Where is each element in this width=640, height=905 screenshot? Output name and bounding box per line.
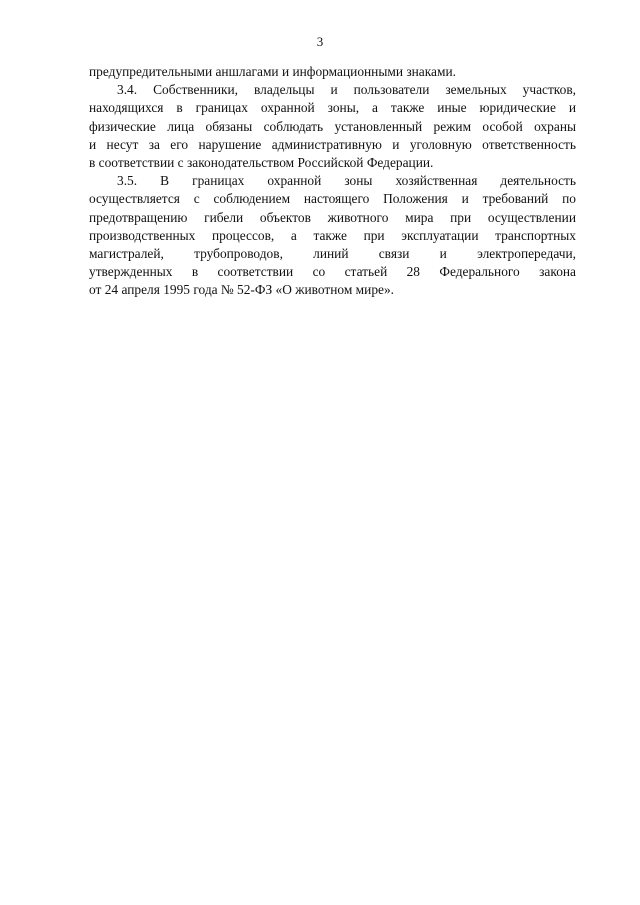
text-line: производственных процессов, а также при эксплуатации транспортных <box>89 227 576 243</box>
text-line: от 24 апреля 1995 года № 52-ФЗ «О животном мире». <box>89 282 395 298</box>
paragraph-3-5 <box>89 172 576 299</box>
text-line: физические лица обязаны соблюдать установленный режим особой охраны <box>89 118 576 134</box>
text-line: находящихся в границах охранной зоны, а также иные юридические и <box>89 100 576 116</box>
text-line: 3.5. В границах охранной зоны хозяйственная деятельность <box>117 173 576 189</box>
text-line: предупредительными аншлагами и информационными знаками. <box>89 64 456 79</box>
text-line: магистралей, трубопроводов, линий связи и электропередачи, <box>89 246 576 262</box>
page-number: 3 <box>316 34 324 49</box>
document-body <box>89 63 576 300</box>
text-line: 3.4. Собственники, владельцы и пользователи земельных участков, <box>117 82 576 98</box>
text-line: предотвращению гибели объектов животного мира при осуществлении <box>89 209 576 225</box>
paragraph-continuation <box>89 63 576 81</box>
text-line: осуществляется с соблюдением настоящего Положения и требований по <box>89 191 576 207</box>
text-line: утвержденных в соответствии со статьей 28 Федерального закона <box>89 264 576 280</box>
paragraph-3-4 <box>89 81 576 172</box>
text-line: в соответствии с законодательством Российской Федерации. <box>89 155 434 171</box>
text-line: и несут за его нарушение административную и уголовную ответственность <box>89 136 576 152</box>
